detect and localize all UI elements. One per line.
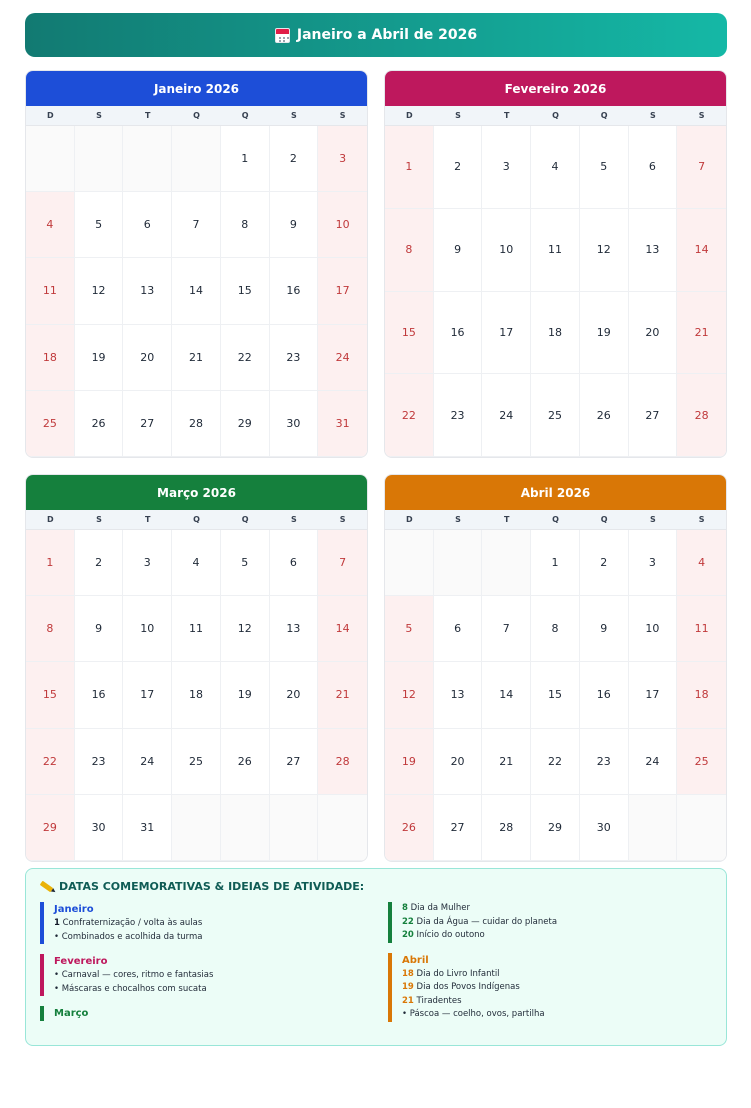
day-cell: 12 bbox=[75, 258, 124, 324]
day-cell: 2 bbox=[270, 126, 319, 192]
day-cell: 3 bbox=[318, 126, 367, 192]
day-cell: 5 bbox=[221, 530, 270, 596]
day-cell: 19 bbox=[221, 662, 270, 728]
empty-day-cell bbox=[629, 795, 678, 861]
day-cell: 6 bbox=[629, 126, 678, 209]
day-cell: 9 bbox=[270, 192, 319, 258]
legend-line bbox=[402, 929, 718, 943]
day-cell: 18 bbox=[531, 292, 580, 375]
legend-block-abr bbox=[388, 953, 718, 1022]
days-grid bbox=[26, 530, 367, 861]
weekday-label: S bbox=[650, 111, 656, 120]
legend-date: 1 bbox=[54, 918, 60, 928]
weekday-label: S bbox=[96, 515, 102, 524]
weekday-label: S bbox=[455, 111, 461, 120]
day-cell: 20 bbox=[629, 292, 678, 375]
weekday-header bbox=[26, 106, 367, 126]
legend-date: 22 bbox=[402, 916, 414, 927]
weekday-label: D bbox=[406, 111, 413, 120]
day-cell: 2 bbox=[434, 126, 483, 209]
weekday-label: Q bbox=[241, 111, 249, 120]
day-cell: 6 bbox=[434, 596, 483, 662]
day-cell: 7 bbox=[677, 126, 726, 209]
calendar-icon bbox=[275, 28, 290, 43]
empty-day-cell bbox=[123, 126, 172, 192]
legend-line bbox=[402, 981, 718, 995]
day-cell: 30 bbox=[580, 795, 629, 861]
day-cell: 30 bbox=[75, 795, 124, 861]
day-cell: 5 bbox=[580, 126, 629, 209]
day-cell: 14 bbox=[318, 596, 367, 662]
legend-block-jan bbox=[40, 902, 370, 944]
day-cell: 21 bbox=[482, 729, 531, 795]
legend-column-right bbox=[388, 902, 718, 1032]
empty-day-cell bbox=[221, 795, 270, 861]
days-grid bbox=[26, 126, 367, 457]
day-cell: 14 bbox=[677, 209, 726, 292]
month-title: Março 2026 bbox=[26, 475, 367, 510]
day-cell: 25 bbox=[172, 729, 221, 795]
legend-month-heading: Janeiro bbox=[54, 904, 94, 915]
pencil-icon bbox=[40, 881, 54, 893]
month-april bbox=[384, 474, 727, 862]
day-cell: 16 bbox=[270, 258, 319, 324]
weekday-label: T bbox=[145, 111, 151, 120]
legend-line bbox=[402, 916, 718, 930]
legend-line bbox=[54, 969, 370, 983]
weekday-label: Q bbox=[193, 111, 200, 120]
day-cell: 19 bbox=[580, 292, 629, 375]
day-cell: 27 bbox=[434, 795, 483, 861]
legend-text: • Páscoa — coelho, ovos, partilha bbox=[402, 1009, 545, 1019]
day-cell: 29 bbox=[26, 795, 75, 861]
weekday-label: T bbox=[145, 515, 151, 524]
day-cell: 16 bbox=[75, 662, 124, 728]
month-february bbox=[384, 70, 727, 458]
day-cell: 27 bbox=[123, 391, 172, 457]
day-cell: 20 bbox=[434, 729, 483, 795]
legend-column-left bbox=[40, 902, 370, 1031]
weekday-header bbox=[26, 510, 367, 530]
day-cell: 4 bbox=[531, 126, 580, 209]
day-cell: 8 bbox=[385, 209, 434, 292]
legend-date: 20 bbox=[402, 930, 414, 940]
day-cell: 1 bbox=[26, 530, 75, 596]
weekday-label: S bbox=[650, 515, 656, 524]
day-cell: 4 bbox=[26, 192, 75, 258]
day-cell: 5 bbox=[75, 192, 124, 258]
day-cell: 23 bbox=[580, 729, 629, 795]
legend-panel bbox=[25, 868, 727, 1046]
day-cell: 8 bbox=[26, 596, 75, 662]
empty-day-cell bbox=[318, 795, 367, 861]
day-cell: 11 bbox=[26, 258, 75, 324]
legend-line bbox=[402, 995, 718, 1009]
day-cell: 26 bbox=[221, 729, 270, 795]
legend-month-heading: Fevereiro bbox=[54, 956, 108, 967]
weekday-label: D bbox=[406, 515, 413, 524]
day-cell: 23 bbox=[75, 729, 124, 795]
weekday-label: D bbox=[47, 111, 54, 120]
legend-text: • Combinados e acolhida da turma bbox=[54, 931, 203, 942]
day-cell: 10 bbox=[318, 192, 367, 258]
day-cell: 21 bbox=[172, 325, 221, 391]
day-cell: 28 bbox=[677, 374, 726, 457]
legend-date: 21 bbox=[402, 995, 414, 1006]
day-cell: 18 bbox=[172, 662, 221, 728]
weekday-label: S bbox=[339, 515, 346, 524]
day-cell: 28 bbox=[482, 795, 531, 861]
legend-line bbox=[54, 917, 370, 931]
weekday-label: Q bbox=[193, 515, 200, 524]
day-cell: 7 bbox=[318, 530, 367, 596]
day-cell: 26 bbox=[385, 795, 434, 861]
day-cell: 31 bbox=[123, 795, 172, 861]
page-header bbox=[25, 13, 727, 57]
legend-text: Dia da Mulher bbox=[407, 903, 470, 913]
legend-date: 8 bbox=[402, 903, 408, 913]
day-cell: 11 bbox=[172, 596, 221, 662]
day-cell: 9 bbox=[580, 596, 629, 662]
month-title: Abril 2026 bbox=[385, 475, 726, 510]
month-title: Fevereiro 2026 bbox=[385, 71, 726, 106]
legend-line bbox=[54, 983, 370, 997]
legend-text: Início do outono bbox=[413, 930, 485, 940]
weekday-label: S bbox=[339, 111, 346, 120]
day-cell: 6 bbox=[123, 192, 172, 258]
page-title: Janeiro a Abril de 2026 bbox=[296, 27, 478, 43]
days-grid bbox=[385, 126, 726, 457]
legend-text: • Máscaras e chocalhos com sucata bbox=[54, 983, 207, 994]
month-march bbox=[25, 474, 368, 862]
day-cell: 8 bbox=[531, 596, 580, 662]
day-cell: 28 bbox=[172, 391, 221, 457]
legend-block-mar bbox=[388, 902, 718, 943]
days-grid bbox=[385, 530, 726, 861]
day-cell: 14 bbox=[482, 662, 531, 728]
day-cell: 9 bbox=[75, 596, 124, 662]
legend-line bbox=[402, 968, 718, 982]
day-cell: 18 bbox=[677, 662, 726, 728]
empty-day-cell bbox=[482, 530, 531, 596]
day-cell: 8 bbox=[221, 192, 270, 258]
day-cell: 22 bbox=[385, 374, 434, 457]
empty-day-cell bbox=[677, 795, 726, 861]
weekday-label: Q bbox=[600, 515, 608, 524]
weekday-label: D bbox=[47, 515, 54, 524]
day-cell: 22 bbox=[531, 729, 580, 795]
legend-month-heading: Abril bbox=[402, 954, 429, 966]
day-cell: 1 bbox=[531, 530, 580, 596]
day-cell: 21 bbox=[677, 292, 726, 375]
weekday-label: S bbox=[291, 111, 297, 120]
empty-day-cell bbox=[26, 126, 75, 192]
day-cell: 26 bbox=[580, 374, 629, 457]
day-cell: 6 bbox=[270, 530, 319, 596]
month-title: Janeiro 2026 bbox=[26, 71, 367, 106]
day-cell: 17 bbox=[629, 662, 678, 728]
day-cell: 15 bbox=[385, 292, 434, 375]
legend-date: 18 bbox=[402, 968, 414, 979]
weekday-label: Q bbox=[600, 111, 608, 120]
day-cell: 15 bbox=[531, 662, 580, 728]
day-cell: 10 bbox=[123, 596, 172, 662]
legend-line bbox=[402, 1008, 718, 1022]
empty-day-cell bbox=[385, 530, 434, 596]
day-cell: 29 bbox=[531, 795, 580, 861]
legend-text: Confraternização / volta às aulas bbox=[59, 918, 203, 928]
day-cell: 23 bbox=[434, 374, 483, 457]
day-cell: 10 bbox=[482, 209, 531, 292]
day-cell: 4 bbox=[172, 530, 221, 596]
weekday-label: S bbox=[96, 111, 102, 120]
day-cell: 30 bbox=[270, 391, 319, 457]
day-cell: 24 bbox=[123, 729, 172, 795]
weekday-label: S bbox=[698, 111, 705, 120]
day-cell: 7 bbox=[172, 192, 221, 258]
legend-text: Dia do Livro Infantil bbox=[413, 968, 500, 979]
legend-text: • Carnaval — cores, ritmo e fantasias bbox=[54, 970, 214, 980]
day-cell: 28 bbox=[318, 729, 367, 795]
day-cell: 16 bbox=[434, 292, 483, 375]
day-cell: 13 bbox=[629, 209, 678, 292]
day-cell: 5 bbox=[385, 596, 434, 662]
legend-title-text: DATAS COMEMORATIVAS & IDEIAS DE ATIVIDADE: bbox=[59, 880, 365, 893]
day-cell: 31 bbox=[318, 391, 367, 457]
day-cell: 13 bbox=[270, 596, 319, 662]
legend-block-mar bbox=[40, 1006, 370, 1021]
day-cell: 7 bbox=[482, 596, 531, 662]
empty-day-cell bbox=[172, 795, 221, 861]
day-cell: 3 bbox=[482, 126, 531, 209]
day-cell: 11 bbox=[531, 209, 580, 292]
day-cell: 13 bbox=[123, 258, 172, 324]
weekday-label: S bbox=[455, 515, 461, 524]
day-cell: 29 bbox=[221, 391, 270, 457]
day-cell: 24 bbox=[318, 325, 367, 391]
day-cell: 13 bbox=[434, 662, 483, 728]
day-cell: 17 bbox=[482, 292, 531, 375]
legend-line bbox=[402, 902, 718, 916]
legend-text: Dia da Água — cuidar do planeta bbox=[413, 916, 558, 927]
day-cell: 2 bbox=[75, 530, 124, 596]
legend-line bbox=[54, 931, 370, 945]
day-cell: 11 bbox=[677, 596, 726, 662]
day-cell: 1 bbox=[221, 126, 270, 192]
empty-day-cell bbox=[434, 530, 483, 596]
day-cell: 14 bbox=[172, 258, 221, 324]
legend-date: 19 bbox=[402, 982, 414, 992]
day-cell: 2 bbox=[580, 530, 629, 596]
day-cell: 25 bbox=[26, 391, 75, 457]
day-cell: 19 bbox=[75, 325, 124, 391]
day-cell: 17 bbox=[123, 662, 172, 728]
day-cell: 24 bbox=[629, 729, 678, 795]
day-cell: 3 bbox=[123, 530, 172, 596]
day-cell: 20 bbox=[270, 662, 319, 728]
day-cell: 27 bbox=[270, 729, 319, 795]
weekday-label: Q bbox=[552, 111, 559, 120]
empty-day-cell bbox=[270, 795, 319, 861]
weekday-header bbox=[385, 106, 726, 126]
day-cell: 25 bbox=[677, 729, 726, 795]
day-cell: 16 bbox=[580, 662, 629, 728]
day-cell: 12 bbox=[385, 662, 434, 728]
day-cell: 9 bbox=[434, 209, 483, 292]
day-cell: 12 bbox=[580, 209, 629, 292]
legend-month-heading: Março bbox=[54, 1008, 89, 1019]
day-cell: 3 bbox=[629, 530, 678, 596]
day-cell: 27 bbox=[629, 374, 678, 457]
day-cell: 22 bbox=[221, 325, 270, 391]
day-cell: 12 bbox=[221, 596, 270, 662]
legend-block-fev bbox=[40, 954, 370, 996]
weekday-label: Q bbox=[552, 515, 559, 524]
day-cell: 15 bbox=[221, 258, 270, 324]
day-cell: 23 bbox=[270, 325, 319, 391]
weekday-label: S bbox=[291, 515, 297, 524]
weekday-label: Q bbox=[241, 515, 249, 524]
day-cell: 24 bbox=[482, 374, 531, 457]
day-cell: 20 bbox=[123, 325, 172, 391]
weekday-label: S bbox=[698, 515, 705, 524]
day-cell: 15 bbox=[26, 662, 75, 728]
weekday-label: T bbox=[504, 515, 510, 524]
weekday-header bbox=[385, 510, 726, 530]
legend-text: Tiradentes bbox=[413, 995, 462, 1006]
day-cell: 4 bbox=[677, 530, 726, 596]
legend-title bbox=[40, 880, 364, 893]
day-cell: 25 bbox=[531, 374, 580, 457]
month-january bbox=[25, 70, 368, 458]
weekday-label: T bbox=[504, 111, 510, 120]
day-cell: 21 bbox=[318, 662, 367, 728]
empty-day-cell bbox=[75, 126, 124, 192]
day-cell: 22 bbox=[26, 729, 75, 795]
day-cell: 17 bbox=[318, 258, 367, 324]
legend-text: Dia dos Povos Indígenas bbox=[413, 982, 520, 992]
day-cell: 26 bbox=[75, 391, 124, 457]
day-cell: 1 bbox=[385, 126, 434, 209]
day-cell: 19 bbox=[385, 729, 434, 795]
day-cell: 10 bbox=[629, 596, 678, 662]
day-cell: 18 bbox=[26, 325, 75, 391]
empty-day-cell bbox=[172, 126, 221, 192]
